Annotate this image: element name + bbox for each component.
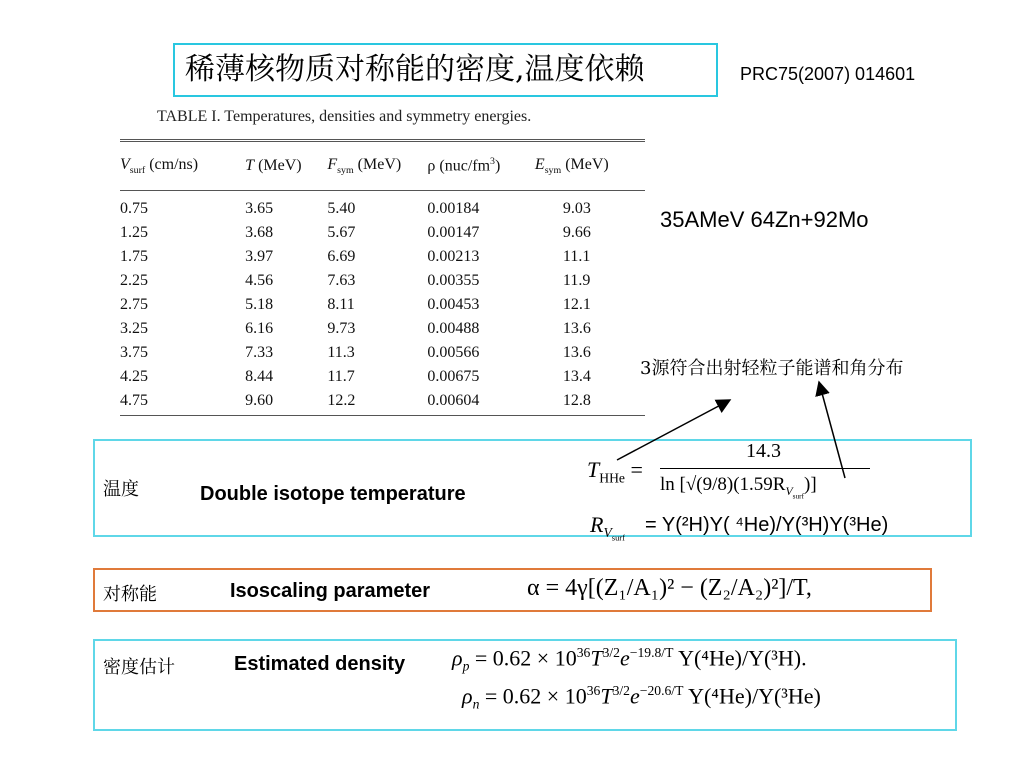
temperature-en-label: Double isotope temperature: [200, 483, 466, 505]
table-cell: 4.56: [245, 272, 274, 289]
slide-title: 稀薄核物质对称能的密度,温度依赖: [173, 43, 718, 97]
header-esym: $E_{sym}$ (MeV): [535, 141, 645, 191]
header-t: T (MeV): [227, 141, 327, 191]
table-cell: 2.25: [120, 272, 148, 289]
header-vsurf: $V_{surf}$ (cm/ns): [120, 141, 227, 191]
table-cell: 0.00566: [427, 344, 480, 361]
table-caption: TABLE I. Temperatures, densities and symmetry energies.: [157, 108, 532, 125]
temperature-denominator: $\ln [√(9/8)(1.59R_{V_{surf}})]$: [660, 474, 817, 501]
density-cn-label: 密度估计: [103, 657, 175, 678]
table-cell: 2.75: [120, 296, 148, 313]
table-cell: 13.4: [562, 368, 591, 385]
table-cell: 8.11: [327, 296, 355, 313]
table-cell: 13.6: [562, 320, 591, 337]
table-cell: 0.00675: [427, 368, 480, 385]
table-cell: 5.67: [327, 224, 356, 241]
symmetry-cn-label: 对称能: [103, 584, 157, 605]
table-cell: 3.75: [120, 344, 148, 361]
table-cell: 0.75: [120, 200, 148, 217]
table-cell: 6.69: [327, 248, 356, 265]
table-cell: 12.2: [327, 389, 427, 416]
table-cell: 0.00213: [427, 248, 480, 265]
density-en-label: Estimated density: [234, 653, 406, 675]
table-cell: 9.03: [562, 200, 591, 217]
table-cell: 11.7: [327, 368, 355, 385]
table-cell: 11.9: [562, 272, 591, 289]
table-cell: 9.66: [562, 224, 591, 241]
reference-citation: PRC75(2007) 014601: [740, 64, 916, 84]
table-cell: 3.65: [245, 200, 274, 217]
table-cell: 0.00184: [427, 200, 480, 217]
table-cell: 9.60: [227, 389, 327, 416]
temperature-cn-label: 温度: [103, 479, 139, 500]
table-cell: 1.25: [120, 224, 148, 241]
source-note: 3源符合出射轻粒子能谱和角分布: [640, 358, 904, 379]
table-cell: 4.75: [120, 389, 227, 416]
table-cell: 7.33: [245, 344, 274, 361]
reaction-label: 35AMeV 64Zn+92Mo: [660, 207, 869, 232]
table-cell: 4.25: [120, 368, 148, 385]
table-cell: 0.00604: [427, 389, 535, 416]
symmetry-en-label: Isoscaling parameter: [230, 580, 431, 602]
table-cell: 0.00488: [427, 320, 480, 337]
table-cell: 7.63: [327, 272, 356, 289]
table-cell: 3.97: [245, 248, 274, 265]
ratio-formula-rhs: = Y(²H)Y( ⁴He)/Y(³H)Y(³He): [645, 514, 889, 536]
table-cell: 0.00355: [427, 272, 480, 289]
temperature-formula-lhs: $T_{HHe}$ =: [587, 457, 643, 486]
table-cell: 11.1: [562, 248, 591, 265]
temperature-numerator: 14.3: [746, 440, 781, 462]
table-cell: 0.00453: [427, 296, 480, 313]
table-cell: 8.44: [245, 368, 274, 385]
arrow-to-source-note-right: [819, 382, 845, 478]
table-cell: 3.68: [245, 224, 274, 241]
table-cell: 13.6: [562, 344, 591, 361]
header-fsym: $F_{sym}$ (MeV): [327, 141, 427, 191]
table-cell: 11.3: [327, 344, 355, 361]
table-cell: 5.40: [327, 200, 356, 217]
table-cell: 12.8: [535, 389, 645, 416]
isoscaling-formula: α = 4γ[(Z₁/A₁)² − (Z₂/A₂)²]/T,: [527, 575, 812, 601]
table-cell: 1.75: [120, 248, 148, 265]
table-cell: 0.00147: [427, 224, 480, 241]
table-cell: 9.73: [327, 320, 356, 337]
table-cell: 12.1: [562, 296, 591, 313]
table-cell: 5.18: [245, 296, 274, 313]
arrow-to-source-note-left: [617, 400, 730, 460]
proton-density-formula: $\rho_p = 0.62 \times 10^{36}T^{3/2}e^{-19.8/T}$ Y(⁴He)/Y(³H).: [452, 645, 807, 674]
table-cell: 6.16: [245, 320, 274, 337]
neutron-density-formula: $\rho_n = 0.62 \times 10^{36}T^{3/2}e^{-20.6/T}$ Y(⁴He)/Y(³He): [462, 683, 821, 712]
header-rho: ρ $(nuc/fm^3)$: [427, 141, 535, 191]
table-cell: 3.25: [120, 320, 148, 337]
ratio-formula-lhs: $R_{V_{surf}}$: [590, 512, 625, 544]
